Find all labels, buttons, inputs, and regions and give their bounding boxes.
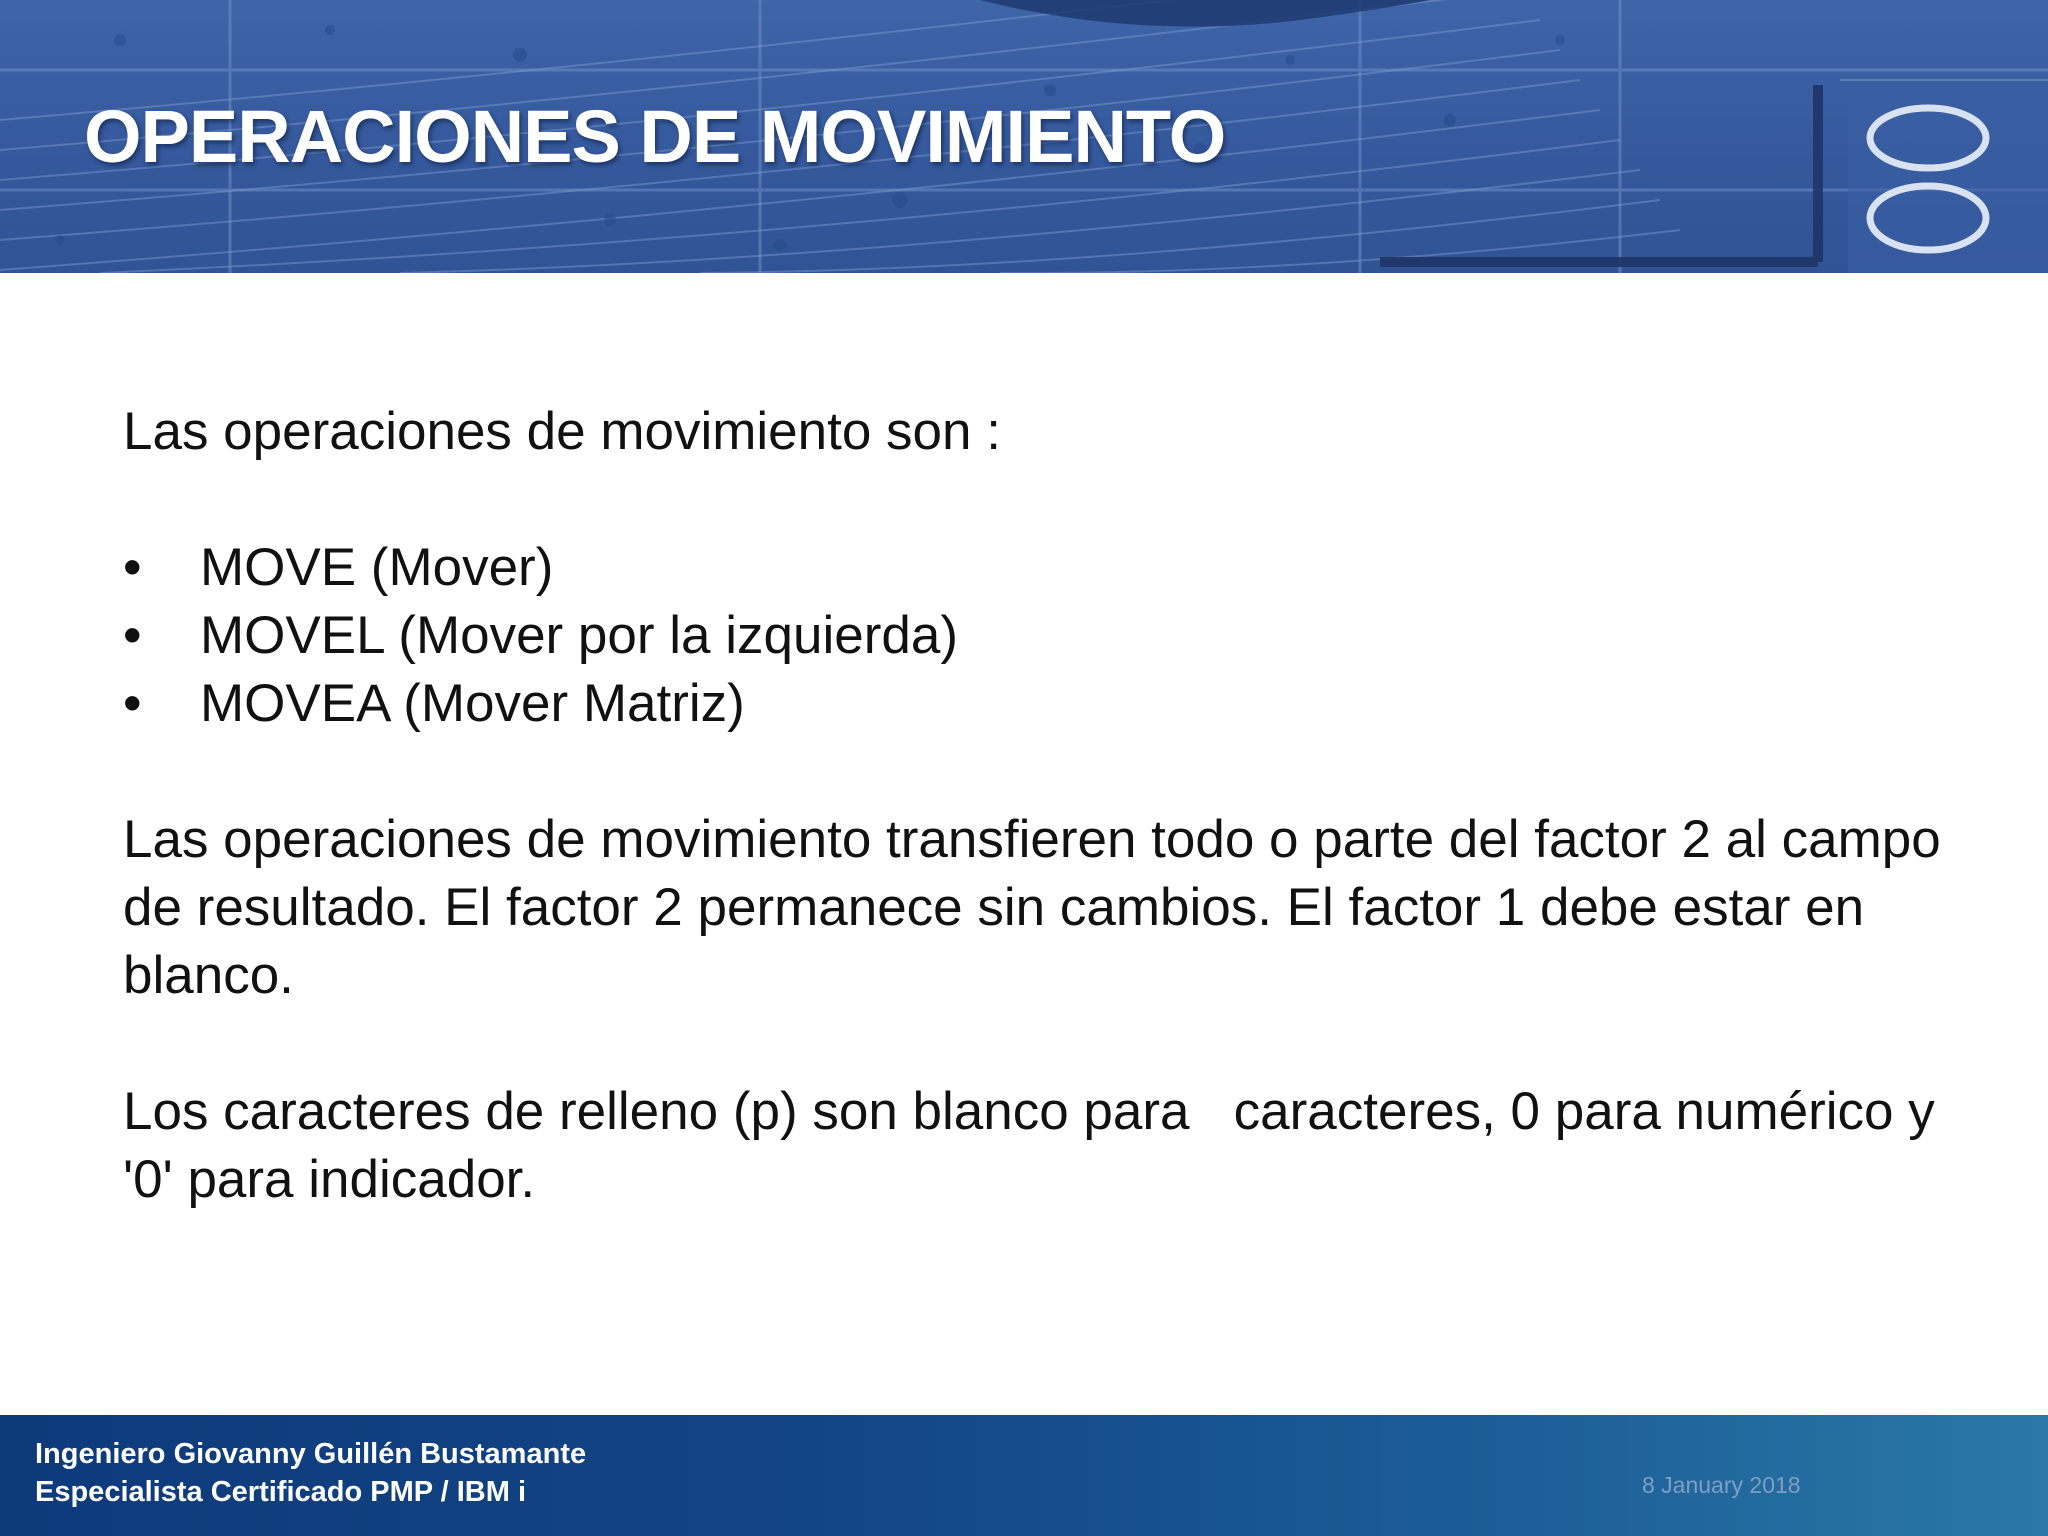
bullet-icon: • (123, 538, 142, 597)
bullet-icon: • (123, 674, 142, 733)
list-item (123, 670, 1983, 738)
list-item (123, 534, 1983, 602)
bullet-list (123, 534, 1983, 738)
slide-title: OPERACIONES DE MOVIMIENTO (84, 95, 1226, 178)
slide-header (0, 0, 2048, 273)
paragraph-fill-characters: Los caracteres de relleno (p) son blanco para caracteres, 0 para numérico y '0' para indicador. (123, 1082, 1950, 1209)
slide-footer (0, 1415, 2048, 1536)
footer-date: 8 January 2018 (1642, 1472, 1801, 1498)
author-name: Ingeniero Giovanny Guillén Bustamante (35, 1438, 587, 1470)
list-item-text: MOVE (Mover) (200, 538, 554, 597)
list-item-text: MOVEL (Mover por la izquierda) (200, 606, 958, 665)
slide-content (123, 398, 1983, 1214)
paragraph-transfer: Las operaciones de movimiento transfieren todo o parte del factor 2 al campo de resultado. El factor 2 permanece sin cambios. El factor 1 debe estar en blanco. (123, 810, 1941, 1005)
bullet-icon: • (123, 606, 142, 665)
list-item (123, 602, 1983, 670)
footer-author (35, 1435, 586, 1511)
list-item-text: MOVEA (Mover Matriz) (200, 674, 745, 733)
intro-text: Las operaciones de movimiento son : (123, 402, 1001, 461)
author-title: Especialista Certificado PMP / IBM i (35, 1476, 527, 1508)
